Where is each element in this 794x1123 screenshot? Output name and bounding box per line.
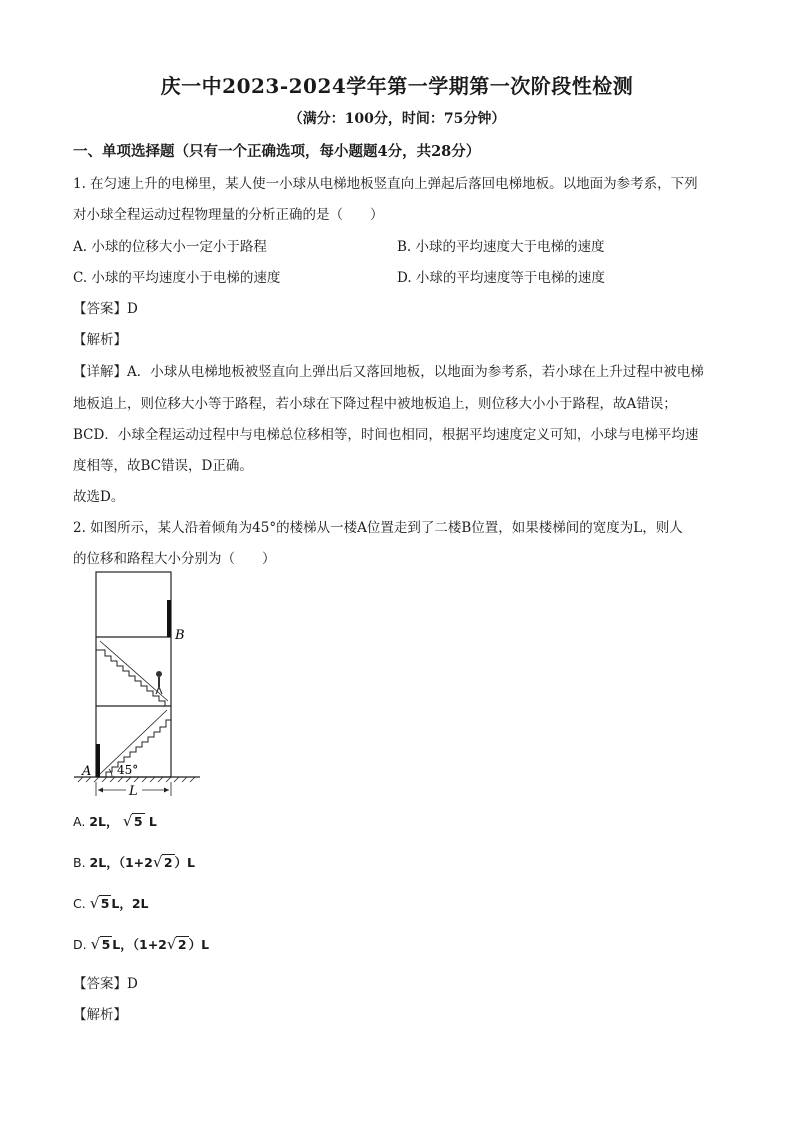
q2-option-c-prefix: C. xyxy=(73,896,90,911)
q2-stem-line1: 2. 如图所示，某人沿着倾角为45°的楼梯从一楼A位置走到了二楼B位置，如果楼梯间的宽度为L，则人 xyxy=(73,520,683,536)
q1-option-c: C. 小球的平均速度小于电梯的速度 xyxy=(73,270,281,286)
sqrt-symbol: √ 2 xyxy=(152,853,173,871)
q2-option-a-prefix: A. xyxy=(73,814,90,829)
label-b: B xyxy=(175,628,185,643)
sqrt-symbol: √ 5 xyxy=(90,935,111,953)
q1-stem-line1: 1. 在匀速上升的电梯里，某人使一小球从电梯地板竖直向上弹起后落回电梯地板。以地面为参考系，下列 xyxy=(73,176,698,192)
q2-option-c-root: 5 xyxy=(100,896,110,911)
dimension-arrow-left xyxy=(98,788,103,793)
q2-option-b-part2: ）L xyxy=(174,855,195,870)
q2-option-a-part2: L xyxy=(148,814,157,829)
q1-option-b: B. 小球的平均速度大于电梯的速度 xyxy=(397,239,605,255)
q2-option-d-part1: L，（1+2 xyxy=(112,937,167,952)
q1-analysis-label: 【解析】 xyxy=(73,332,127,348)
q2-option-b-prefix: B. xyxy=(73,855,90,870)
person-icon xyxy=(156,671,162,694)
q2-stem-line2: 的位移和路程大小分别为（ ） xyxy=(73,551,276,567)
dimension-arrow-right xyxy=(164,788,169,793)
stairs-upper-rail xyxy=(100,641,168,701)
q1-stem-line2: 对小球全程运动过程物理量的分析正确的是（ ） xyxy=(73,207,384,223)
page-title: 庆一中2023-2024学年第一学期第一次阶段性检测 xyxy=(160,74,634,98)
q2-option-b-part1: 2L，（1+2 xyxy=(89,855,153,870)
q2-option-d xyxy=(73,935,209,953)
position-b-marker xyxy=(167,600,171,637)
section-heading: 一、单项选择题（只有一个正确选项，每小题题4分，共28分） xyxy=(73,143,481,160)
sqrt-symbol: √ 2 xyxy=(166,935,187,953)
q1-conclusion: 故选D。 xyxy=(73,489,125,505)
q2-option-a-part1: 2L， xyxy=(89,814,119,829)
ground-hatch xyxy=(78,777,195,782)
page-subtitle: （满分：100分，时间：75分钟） xyxy=(288,111,506,127)
sqrt-symbol: √ 5 xyxy=(122,812,143,830)
sqrt-symbol: √ 5 xyxy=(89,894,110,912)
q1-detail-line2: 地板追上，则位移大小等于路程，若小球在下降过程中被地板追上，则位移大小小于路程，故A错误； xyxy=(73,396,677,412)
label-angle: 45° xyxy=(117,763,139,777)
q1-option-d: D. 小球的平均速度等于电梯的速度 xyxy=(397,270,605,286)
q2-option-a xyxy=(73,812,157,830)
q2-option-d-root1: 5 xyxy=(101,937,111,952)
q2-analysis-label: 【解析】 xyxy=(73,1007,127,1023)
q2-option-d-part2: ）L xyxy=(188,937,210,952)
q1-detail-line1: 【详解】A．小球从电梯地板被竖直向上弹出后又落回地板，以地面为参考系，若小球在上升过程中被电梯 xyxy=(73,364,704,380)
q2-option-c-part1: L，2L xyxy=(111,896,149,911)
q2-option-d-root2: 2 xyxy=(177,937,187,952)
label-a: A xyxy=(82,764,92,779)
q1-detail-line4: 度相等，故BC错误，D正确。 xyxy=(73,458,253,474)
q1-detail-line3: BCD．小球全程运动过程中与电梯总位移相等，时间也相同，根据平均速度定义可知，小球与电梯平均速 xyxy=(73,427,699,443)
label-l: L xyxy=(129,784,138,799)
q2-answer: 【答案】D xyxy=(73,976,138,992)
staircase-figure xyxy=(72,570,202,800)
q1-answer: 【答案】D xyxy=(73,301,138,317)
q2-option-d-prefix: D. xyxy=(73,937,91,952)
q2-option-b-root: 2 xyxy=(163,855,173,870)
position-a-marker xyxy=(96,744,100,777)
q1-option-a: A. 小球的位移大小一定小于路程 xyxy=(73,239,267,255)
q2-option-c xyxy=(73,894,149,912)
q2-option-b xyxy=(73,853,195,871)
q2-option-a-root: 5 xyxy=(133,814,143,829)
